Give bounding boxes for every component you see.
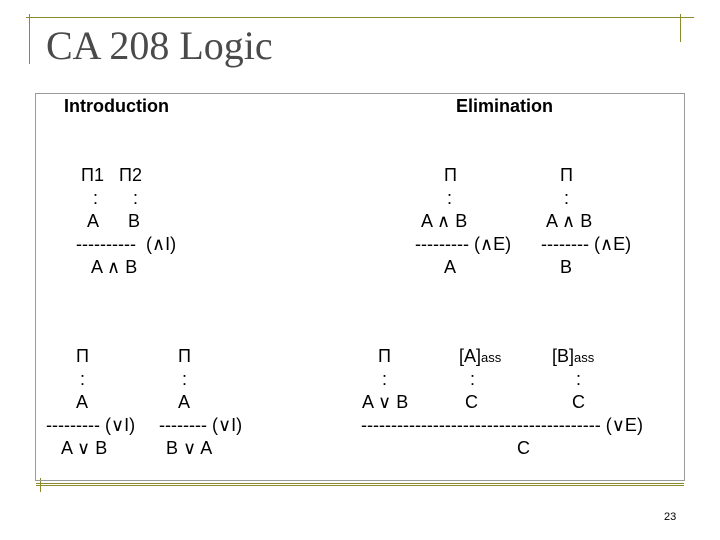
or-elim-rule-line: ---------------------------------------- (∨E) — [361, 415, 643, 435]
or-elim-assumption-b — [552, 347, 594, 365]
and-elim-left-rule-line: --------- (∧E) — [415, 234, 512, 254]
assumption-b-label: ass — [574, 350, 595, 365]
or-elim-assumption-a — [459, 347, 501, 365]
or-elim-c-a: C — [465, 392, 478, 412]
or-intro-left-conclusion: A ∨ B — [61, 438, 108, 458]
introduction-header: Introduction — [64, 96, 169, 116]
or-intro-right-premise: A — [178, 392, 191, 412]
or-intro-left-dots: : — [80, 369, 86, 389]
and-elim-right-conclusion: B — [560, 257, 573, 277]
and-elim-right-rule-line: -------- (∧E) — [541, 234, 632, 254]
and-elim-left-conclusion: A — [444, 257, 457, 277]
and-elim-right-premise: A ∧ B — [546, 211, 593, 231]
or-elim-c-b: C — [572, 392, 585, 412]
and-elim-left-proof: Π — [444, 165, 457, 185]
and-elim-left-dots: : — [447, 188, 453, 208]
or-intro-left-premise: A — [76, 392, 89, 412]
or-elim-premise: A ∨ B — [362, 392, 409, 412]
top-rule-line — [26, 17, 694, 18]
page-number: 23 — [664, 511, 677, 523]
and-elim-right-dots: : — [564, 188, 570, 208]
or-elim-proof: Π — [378, 346, 391, 366]
assumption-a-label: ass — [481, 350, 502, 365]
assumption-b-formula: [B] — [552, 346, 575, 366]
or-intro-left-rule-line: --------- (∨I) — [46, 415, 136, 435]
or-elim-dots-a: : — [470, 369, 476, 389]
and-intro-conclusion: A ∧ B — [91, 257, 138, 277]
or-intro-left-proof: Π — [76, 346, 89, 366]
bottom-rule-line — [36, 483, 684, 484]
left-rule-line — [29, 14, 30, 64]
right-rule-line — [680, 14, 681, 42]
or-intro-right-rule-line: -------- (∨I) — [159, 415, 243, 435]
and-intro-premises: A B — [87, 211, 141, 231]
or-intro-right-conclusion: B ∨ A — [166, 438, 213, 458]
and-elim-right-proof: Π — [560, 165, 573, 185]
or-intro-right-proof: Π — [178, 346, 191, 366]
and-intro-dots: : : — [93, 188, 139, 208]
and-intro-proofs: Π1 Π2 — [81, 165, 143, 185]
or-intro-right-dots: : — [182, 369, 188, 389]
bottom-rule-line-2 — [36, 485, 684, 486]
or-elim-conclusion: C — [517, 438, 530, 458]
and-intro-rule-line: ---------- (∧I) — [76, 234, 177, 254]
elimination-header: Elimination — [456, 96, 554, 116]
slide-title: CA 208 Logic — [46, 23, 273, 68]
or-elim-dots-b: : — [576, 369, 582, 389]
and-elim-left-premise: A ∧ B — [421, 211, 468, 231]
assumption-a-formula: [A] — [459, 346, 482, 366]
or-elim-dots: : — [382, 369, 388, 389]
